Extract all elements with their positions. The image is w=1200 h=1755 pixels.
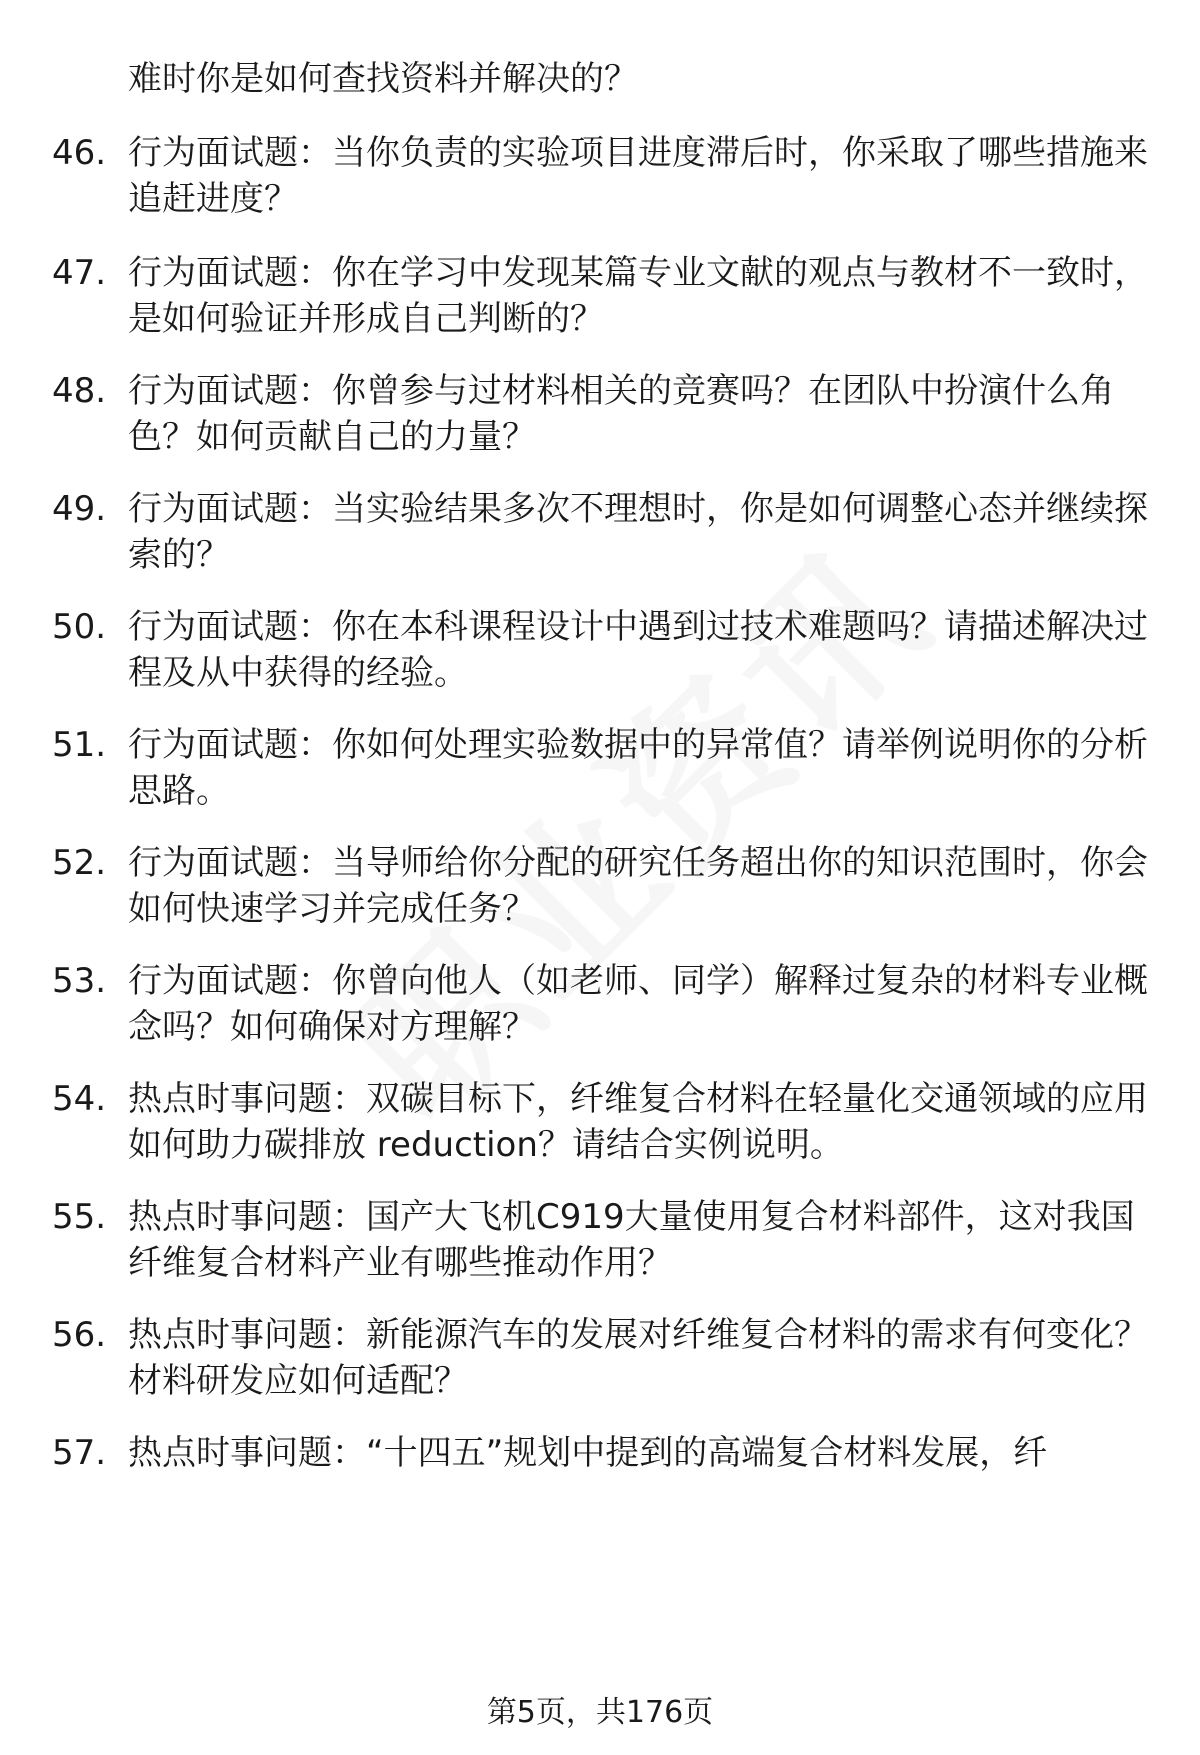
question-number: 54. xyxy=(52,1079,107,1119)
question-number: 46. xyxy=(52,133,107,173)
page-footer: 第5页，共176页 xyxy=(486,1695,714,1730)
question-number: 52. xyxy=(52,843,107,883)
question-text: 热点时事问题：“十四五”规划中提到的高端复合材料发展，纤 xyxy=(128,1433,1048,1473)
question-number: 53. xyxy=(52,961,107,1001)
question-number: 48. xyxy=(52,371,107,411)
question-text: 热点时事问题：国产大飞机C919大量使用复合材料部件，这对我国纤维复合材料产业有哪些推动作用？ xyxy=(128,1197,1135,1283)
question-text: 行为面试题：你如何处理实验数据中的异常值？请举例说明你的分析思路。 xyxy=(128,725,1148,811)
question-number: 50. xyxy=(52,607,107,647)
question-number: 57. xyxy=(52,1433,107,1473)
question-text: 行为面试题：你在学习中发现某篇专业文献的观点与教材不一致时，是如何验证并形成自己判断的？ xyxy=(128,253,1148,339)
question-text: 难时你是如何查找资料并解决的？ xyxy=(128,59,638,99)
question-text: 行为面试题：当你负责的实验项目进度滞后时，你采取了哪些措施来追赶进度？ xyxy=(128,133,1148,219)
question-number: 55. xyxy=(52,1197,107,1237)
question-number: 51. xyxy=(52,725,107,765)
question-text: 行为面试题：你在本科课程设计中遇到过技术难题吗？请描述解决过程及从中获得的经验。 xyxy=(128,607,1148,693)
question-text: 行为面试题：你曾参与过材料相关的竞赛吗？在团队中扮演什么角色？如何贡献自己的力量？ xyxy=(128,371,1114,457)
question-text: 行为面试题：当实验结果多次不理想时，你是如何调整心态并继续探索的？ xyxy=(128,489,1148,575)
question-text: 行为面试题：你曾向他人（如老师、同学）解释过复杂的材料专业概念吗？如何确保对方理解？ xyxy=(128,961,1148,1047)
question-text: 热点时事问题：双碳目标下，纤维复合材料在轻量化交通领域的应用如何助力碳排放 reduction？请结合实例说明。 xyxy=(128,1079,1148,1165)
question-text: 行为面试题：当导师给你分配的研究任务超出你的知识范围时，你会如何快速学习并完成任务？ xyxy=(128,843,1148,929)
question-number: 49. xyxy=(52,489,107,529)
question-number: 56. xyxy=(52,1315,107,1355)
question-number: 47. xyxy=(52,253,107,293)
question-text: 热点时事问题：新能源汽车的发展对纤维复合材料的需求有何变化？材料研发应如何适配？ xyxy=(128,1315,1148,1401)
